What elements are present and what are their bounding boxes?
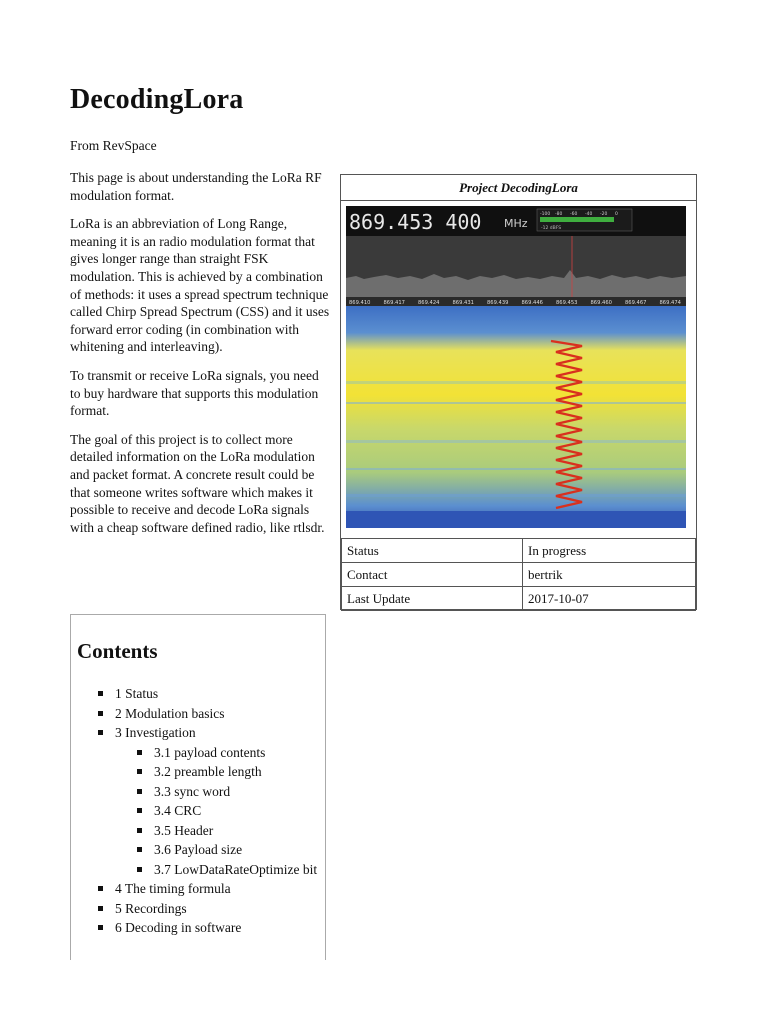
frequency-tick-label: 869.460 bbox=[590, 300, 612, 306]
toc-link[interactable]: 5 Recordings bbox=[115, 900, 187, 916]
toc-item bbox=[98, 899, 323, 919]
frequency-unit: MHz bbox=[504, 217, 528, 230]
toc-item bbox=[98, 704, 323, 724]
bullet-icon bbox=[98, 906, 103, 911]
status-value: In progress bbox=[523, 539, 696, 563]
signal-level-bar bbox=[540, 217, 614, 222]
contents-list bbox=[98, 684, 323, 938]
page-title: DecodingLora bbox=[70, 84, 244, 115]
toc-item bbox=[98, 860, 323, 880]
bullet-icon bbox=[98, 925, 103, 930]
frequency-tick-label: 869.446 bbox=[521, 300, 543, 306]
status-label: Status bbox=[342, 539, 523, 563]
toc-link[interactable]: 3.6 Payload size bbox=[154, 842, 243, 857]
frequency-tick-label: 869.410 bbox=[349, 300, 371, 306]
meter-tick-label: -40 bbox=[585, 212, 593, 217]
bullet-icon bbox=[98, 711, 103, 716]
last-update-value: 2017-10-07 bbox=[523, 587, 696, 611]
toc-item bbox=[98, 879, 323, 899]
contact-label: Contact bbox=[342, 563, 523, 587]
project-details-table bbox=[341, 538, 696, 611]
toc-link[interactable]: 3.7 LowDataRateOptimize bit bbox=[154, 861, 318, 877]
bullet-icon bbox=[98, 691, 103, 696]
toc-item bbox=[98, 684, 323, 704]
bullet-icon bbox=[98, 886, 103, 891]
bullet-icon bbox=[137, 769, 142, 774]
frequency-tick-label: 869.439 bbox=[487, 300, 509, 306]
frequency-tick-label: 869.424 bbox=[418, 300, 440, 306]
bullet-icon bbox=[137, 828, 142, 833]
bullet-icon bbox=[137, 867, 142, 872]
toc-item bbox=[98, 782, 323, 802]
table-of-contents bbox=[70, 614, 326, 960]
frequency-tick-label: 869.417 bbox=[383, 300, 405, 306]
intro-text bbox=[70, 169, 332, 547]
toc-link[interactable]: 3.1 payload contents bbox=[154, 744, 266, 760]
meter-tick-label: -100 bbox=[540, 212, 551, 217]
toc-link[interactable]: 3.2 preamble length bbox=[154, 764, 262, 779]
table-row bbox=[342, 563, 696, 587]
paragraph: To transmit or receive LoRa signals, you need to buy hardware that supports this modulation format. bbox=[70, 367, 319, 419]
bullet-icon bbox=[137, 750, 142, 755]
meter-tick-label: -20 bbox=[600, 212, 608, 217]
frequency-tick-label: 869.474 bbox=[659, 300, 681, 306]
from-line: From RevSpace bbox=[70, 138, 157, 153]
waterfall-spectrum-image[interactable] bbox=[346, 206, 686, 528]
waterfall-bottom-band bbox=[346, 511, 686, 528]
meter-tick-label: -80 bbox=[555, 212, 563, 217]
project-infobox bbox=[340, 174, 697, 610]
frequency-tick-label: 869.453 bbox=[556, 300, 578, 306]
infobox-title: Project DecodingLora bbox=[341, 175, 696, 201]
toc-link[interactable]: 6 Decoding in software bbox=[115, 920, 242, 935]
meter-tick-label: 0 bbox=[615, 212, 618, 217]
paragraph: LoRa is an abbreviation of Long Range, meaning it is an radio modulation format that gives longer range than straight FSK modulation. This is achieved by a combination of methods: it uses a spread spectrum technique called Chirp Spread Spectrum (CSS) and it uses forward error coding (in combination with whitening and interleaving). bbox=[70, 216, 330, 355]
bullet-icon bbox=[137, 847, 142, 852]
toc-link[interactable]: 3.4 CRC bbox=[154, 803, 202, 818]
frequency-tick-label: 869.431 bbox=[452, 300, 474, 306]
toc-item bbox=[98, 840, 323, 860]
paragraph: The goal of this project is to collect more detailed information on the LoRa modulation and packet format. A concrete result could be that someone writes software which makes it possible to receive and decode LoRa signals with a cheap software defined radio, like rtlsdr. bbox=[70, 431, 325, 535]
toc-link[interactable]: 3.3 sync word bbox=[154, 783, 231, 799]
bullet-icon bbox=[137, 789, 142, 794]
toc-link[interactable]: 3.5 Header bbox=[154, 822, 214, 838]
toc-item bbox=[98, 723, 323, 743]
contact-value: bertrik bbox=[523, 563, 696, 587]
toc-item bbox=[98, 918, 323, 938]
table-row bbox=[342, 539, 696, 563]
bullet-icon bbox=[137, 808, 142, 813]
contents-title: Contents bbox=[77, 639, 158, 663]
meter-label: -12 dBFS bbox=[541, 226, 562, 231]
meter-tick-label: -60 bbox=[570, 212, 578, 217]
toc-link[interactable]: 2 Modulation basics bbox=[115, 705, 225, 721]
toc-item bbox=[98, 801, 323, 821]
toc-link[interactable]: 4 The timing formula bbox=[115, 881, 231, 896]
paragraph: This page is about understanding the LoRa RF modulation format. bbox=[70, 170, 322, 203]
toc-item bbox=[98, 821, 323, 841]
frequency-readout: 869.453 400 bbox=[349, 210, 482, 234]
frequency-tick-label: 869.467 bbox=[625, 300, 647, 306]
toc-link[interactable]: 1 Status bbox=[115, 686, 159, 701]
toc-item bbox=[98, 743, 323, 763]
last-update-label: Last Update bbox=[342, 587, 523, 611]
toc-link[interactable]: 3 Investigation bbox=[115, 725, 196, 740]
table-row bbox=[342, 587, 696, 611]
toc-item bbox=[98, 762, 323, 782]
bullet-icon bbox=[98, 730, 103, 735]
